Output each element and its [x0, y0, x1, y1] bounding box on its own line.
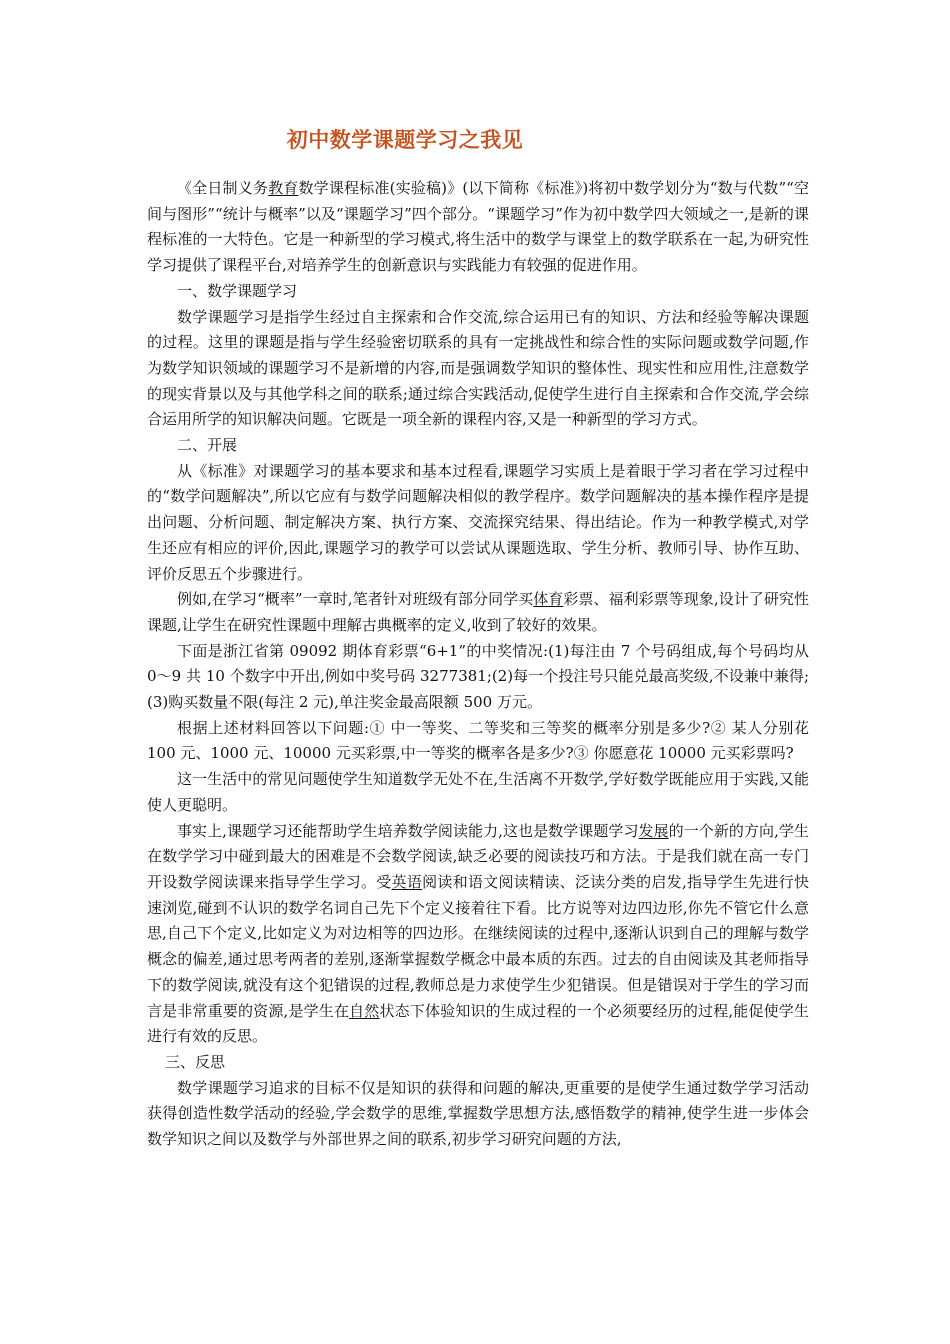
text-run: 例如,在学习“概率”一章时,笔者针对班级有部分同学买 — [177, 590, 534, 609]
text-run: 状态下体验知识的生成过程的一个必须要经历的过程,能促使学生进行有效的反思。 — [147, 1001, 809, 1046]
hyperlink[interactable]: 教育 — [268, 179, 299, 197]
hyperlink[interactable]: 英语 — [391, 872, 423, 891]
paragraph — [147, 305, 809, 434]
document-title: 初中数学课题学习之我见 — [286, 128, 524, 152]
section-heading — [147, 1050, 809, 1076]
text-run: 从《标准》对课题学习的基本要求和基本过程看,课题学习实质上是着眼于学习者在学习过程中的“数学问题解决”,所以它应有与数学问题解决相似的教学程序。数学问题解决的基本操作程序是提出问题、分析问题、制定解决方案、执行方案、交流探究结果、得出结论。作为一种教学模式,对学生还应有相应的评价,因此,课题学习的教学可以尝试从课题选取、学生分析、教师引导、协作互助、评价反思五个步骤进行。 — [147, 461, 809, 583]
section-heading — [147, 433, 809, 459]
paragraph — [147, 459, 809, 588]
paragraph — [147, 819, 809, 1050]
text-run: 阅读和语文阅读精读、泛读分类的启发,指导学生先进行快速浏览,碰到不认识的数学名词自己先下个定义接着往下看。比方说等对边四边形,你先不管它什么意思,自己下个定义,比如定义为对边相等的四边形。在继续阅读的过程中,逐渐认识到自己的理解与数学概念的偏差,通过思考两者的差别,逐渐掌握数学概念中最本质的东西。过去的自由阅读及其老师指导下的数学阅读,就没有这个犯错误的过程,教师总是力求使学生少犯错误。但是错误对于学生的学习而言是非常重要的资源,是学生在 — [147, 872, 809, 1020]
text-run: 根据上述材料回答以下问题:① 中一等奖、二等奖和三等奖的概率分别是多少?② 某人分别花 100 元、1000 元、10000 元买彩票,中一等奖的概率各是多少?③ 你愿意花 10000 元买彩票吗? — [147, 718, 809, 763]
paragraph — [147, 716, 809, 767]
paragraph — [147, 767, 809, 818]
text-run: 二、开展 — [177, 436, 238, 455]
hyperlink[interactable]: 发展 — [638, 821, 669, 840]
hyperlink[interactable]: 自然 — [349, 1001, 380, 1020]
text-run: 三、反思 — [165, 1052, 226, 1071]
text-run: 《全日制义务 — [177, 179, 269, 197]
paragraph — [147, 587, 809, 638]
text-run: 数学课题学习追求的目标不仅是知识的获得和问题的解决,更重要的是使学生通过数学学习活动获得创造性数学活动的经验,学会数学的思维,掌握数学思想方法,感悟数学的精神,使学生进一步体会数学知识之间以及数学与外部世界之间的联系,初步学习研究问题的方法, — [147, 1078, 809, 1149]
text-run: 的一个新的方向,学生在数学学习中碰到最大的困难是不会数学阅读,缺乏必要的阅读技巧和方法。于是我们就在高一专门开设数学阅读课来指导学生学习。受 — [147, 821, 809, 891]
text-run: 彩票、福利彩票等现象,设计了研究性课题,让学生在研究性课题中理解古典概率的定义,收到了较好的效果。 — [147, 590, 809, 634]
text-run: 数学课题学习是指学生经过自主探索和合作交流,综合运用已有的知识、方法和经验等解决课题的过程。这里的课题是指与学生经验密切联系的具有一定挑战性和综合性的实际问题或数学问题,作为数学知识领域的课题学习不是新增的内容,而是强调数学知识的整体性、现实性和应用性,注意数学的现实背景以及与其他学科之间的联系;通过综合实践活动,促使学生进行自主探索和合作交流,学会综合运用所学的知识解决问题。它既是一项全新的课程内容,又是一种新型的学习方式。 — [147, 307, 809, 429]
paragraph — [147, 1076, 809, 1153]
section-heading — [147, 279, 809, 305]
text-run: 数学课程标准(实验稿)》(以下简称《标准》)将初中数学划分为“数与代数”“空间与图形”“统计与概率”以及“课题学习”四个部分。“课题学习”作为初中数学四大领域之一,是新的课程标准的一大特色。它是一种新型的学习模式,将生活中的数学与课堂上的数学联系在一起,为研究性学习提供了课程平台,对培养学生的创新意识与实践能力有较强的促进作用。 — [147, 179, 809, 275]
hyperlink[interactable]: 体育 — [533, 590, 564, 609]
paragraph — [147, 639, 809, 716]
document-body — [147, 176, 809, 1153]
text-run: 这一生活中的常见问题使学生知道数学无处不在,生活离不开数学,学好数学既能应用于实践,又能使人更聪明。 — [147, 770, 809, 814]
text-run: 事实上,课题学习还能帮助学生培养数学阅读能力,这也是数学课题学习 — [177, 821, 639, 840]
text-run: 一、数学课题学习 — [177, 281, 298, 300]
paragraph — [147, 176, 809, 279]
text-run: 下面是浙江省第 09092 期体育彩票“6+1”的中奖情况:(1)每注由 7 个号码组成,每个号码均从 0～9 共 10 个数字中开出,例如中奖号码 3277381;(2)每一个投注号只能兑最高奖级,不设兼中兼得;(3)购买数量不限(每注 2 元),单注奖金最高限额 500 万元。 — [147, 641, 809, 712]
